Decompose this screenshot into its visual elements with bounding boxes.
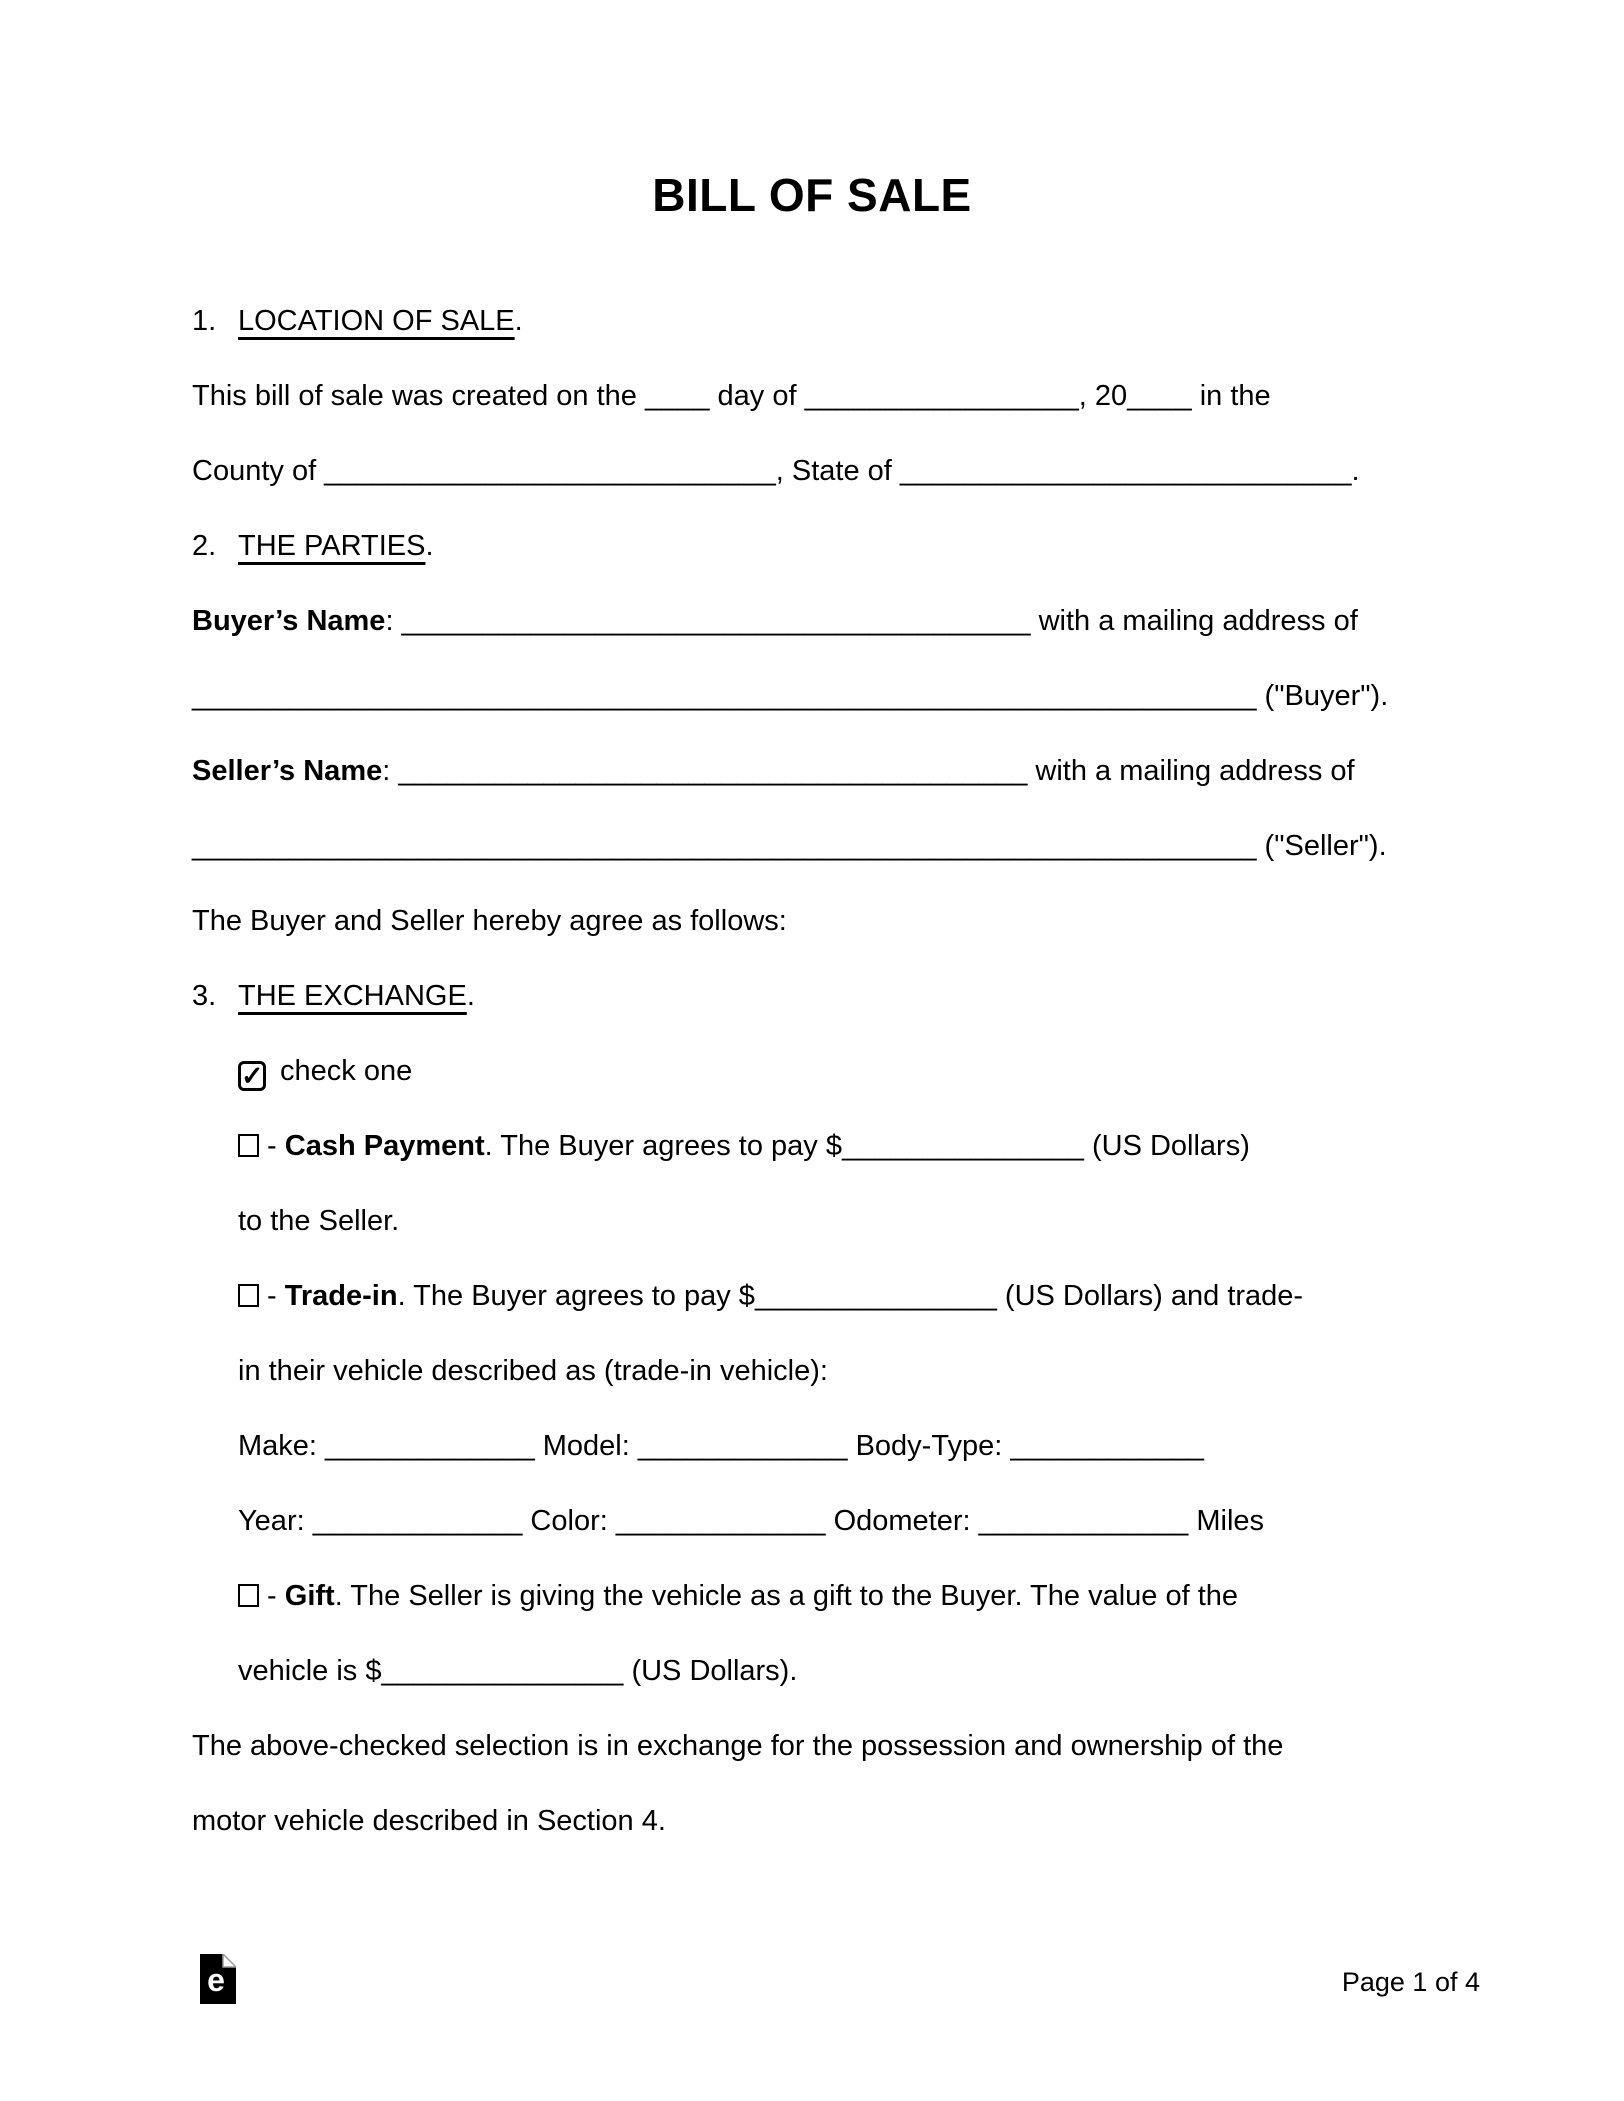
section-exchange-heading-period: . [466,980,475,1012]
eforms-logo-icon [200,1954,236,2004]
location-line-2: County of ____________________________, State of ____________________________. [192,455,1360,487]
document-body [192,284,1552,1859]
seller-name-line [192,734,1552,809]
check-one-checkbox[interactable] [238,1061,266,1091]
buyer-name-blank: : _______________________________________ with a mailing address of [385,605,1358,637]
cash-payment-label: Cash Payment [284,1130,485,1162]
closing-line-1: The above-checked selection is in exchange for the possession and ownership of the [192,1730,1284,1762]
buyer-name-line [192,584,1552,659]
gift-text: . The Seller is giving the vehicle as a gift to the Buyer. The value of the [334,1580,1239,1612]
section-parties-heading [192,509,1552,584]
trade-in-text: . The Buyer agrees to pay $_______________ (US Dollars) and trade- [397,1280,1304,1312]
location-line-1: This bill of sale was created on the ____ day of _________________, 20____ in the [192,380,1271,412]
cash-payment-text: . The Buyer agrees to pay $_______________ (US Dollars) [484,1130,1250,1162]
seller-address-line: __________________________________________________________________ ("Seller"). [192,830,1387,862]
seller-name-label: Seller’s Name [192,755,383,787]
buyer-address-line: __________________________________________________________________ ("Buyer"). [192,680,1389,712]
section-parties-heading-text: THE PARTIES [238,530,426,562]
gift-line-2: vehicle is $_______________ (US Dollars). [238,1655,798,1687]
document-title: BILL OF SALE [652,169,972,221]
closing-line-2: motor vehicle described in Section 4. [192,1805,666,1837]
cash-payment-line-2: to the Seller. [238,1205,400,1237]
check-one-label: check one [280,1055,413,1087]
gift-label: Gift [284,1580,335,1612]
section-exchange-number: 3. [192,980,217,1012]
cash-payment-dash: - [259,1130,285,1162]
trade-in-dash: - [259,1280,285,1312]
section-parties-number: 2. [192,530,217,562]
section-location-number: 1. [192,305,217,337]
page-number: Page 1 of 4 [1341,1967,1480,1997]
gift-checkbox[interactable] [238,1584,259,1607]
trade-in-year-color-line: Year: _____________ Color: _____________ Odometer: _____________ Miles [238,1505,1265,1537]
trade-in-label: Trade-in [284,1280,398,1312]
svg-text:e: e [207,1962,225,1998]
section-exchange-heading [192,959,1552,1034]
section-exchange-heading-text: THE EXCHANGE [238,980,467,1012]
agreement-line: The Buyer and Seller hereby agree as follows: [192,905,787,937]
section-location-heading-text: LOCATION OF SALE [238,305,515,337]
seller-name-blank: : _______________________________________ with a mailing address of [382,755,1355,787]
checkmark-icon: ✓ [241,1061,264,1091]
trade-in-line [192,1259,1552,1334]
buyer-name-label: Buyer’s Name [192,605,386,637]
trade-in-make-model-line: Make: _____________ Model: _____________ Body-Type: ____________ [238,1430,1204,1462]
cash-payment-checkbox[interactable] [238,1134,259,1157]
gift-dash: - [259,1580,285,1612]
section-location-heading [192,284,1552,359]
trade-in-checkbox[interactable] [238,1284,259,1307]
section-parties-heading-period: . [425,530,434,562]
gift-line [192,1559,1552,1634]
section-location-heading-period: . [514,305,523,337]
cash-payment-line [192,1109,1552,1184]
check-one-line [192,1034,1552,1109]
trade-in-line-2: in their vehicle described as (trade-in vehicle): [238,1355,828,1387]
